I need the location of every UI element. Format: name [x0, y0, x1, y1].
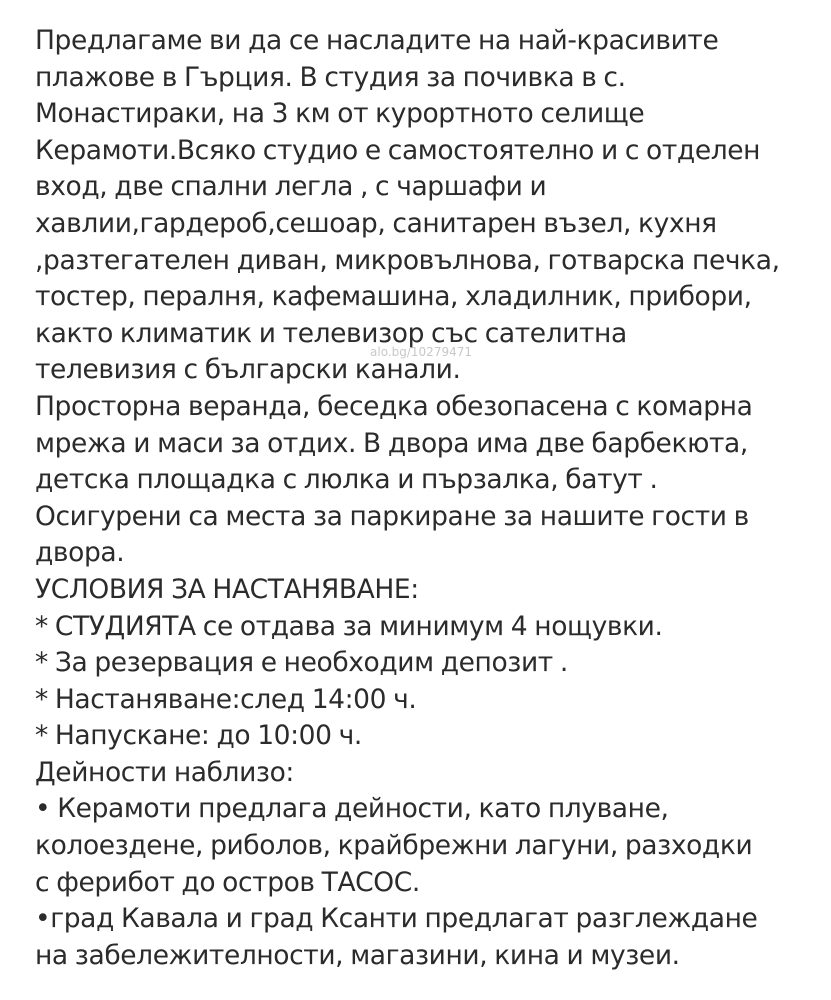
activity-item: • Керамоти предлага дейности, като плуване,: [35, 793, 669, 825]
text-line: Просторна веранда, беседка обезопасена с комарна: [35, 390, 753, 422]
text-line: детска площадка с люлка и пързалка, батут .: [35, 464, 658, 496]
activity-item: на забележителности, магазини, кина и музеи.: [35, 939, 680, 971]
text-line: плажове в Гърция. В студия за почивка в с.: [35, 61, 626, 93]
text-line: мрежа и маси за отдих. В двора има две барбекюта,: [35, 427, 748, 459]
condition-item: * СТУДИЯТА се отдава за минимум 4 нощувки.: [35, 610, 663, 642]
condition-item: * Настаняване:след 14:00 ч.: [35, 683, 417, 715]
section-heading: УСЛОВИЯ ЗА НАСТАНЯВАНЕ:: [35, 573, 419, 605]
text-line: Осигурени са места за паркиране за нашите гости в: [35, 500, 749, 532]
text-line: вход, две спални легла , с чаршафи и: [35, 171, 547, 203]
text-line: както климатик и телевизор със сателитна: [35, 317, 627, 349]
activity-item: колоездене, риболов, крайбрежни лагуни, разходки: [35, 830, 753, 862]
text-line: Предлагаме ви да се насладите на най-красивите: [35, 25, 719, 56]
activity-item: с ферибот до остров ТАСОС.: [35, 866, 420, 898]
text-line: Монастираки, на 3 км от курортното селище: [35, 98, 645, 130]
text-line: Керамоти.Всяко студио е самостоятелно и с отделен: [35, 134, 761, 166]
text-line: телевизия с български канали.: [35, 354, 461, 386]
text-line: ,разтегателен диван, микровълнова, готварска печка,: [35, 244, 780, 276]
text-line: двора.: [35, 537, 125, 569]
condition-item: * За резервация е необходим депозит .: [35, 647, 568, 679]
condition-item: * Напускане: до 10:00 ч.: [35, 720, 362, 752]
section-heading: Дейности наблизо:: [35, 756, 294, 788]
text-line: тостер, пералня, кафемашина, хладилник, прибори,: [35, 281, 752, 313]
watermark: alo.bg/10279471: [370, 345, 472, 359]
listing-description: [35, 23, 825, 974]
activity-item: •град Кавала и град Ксанти предлагат разглеждане: [35, 903, 758, 935]
text-line: хавлии,гардероб,сешоар, санитарен възел, кухня: [35, 207, 717, 239]
